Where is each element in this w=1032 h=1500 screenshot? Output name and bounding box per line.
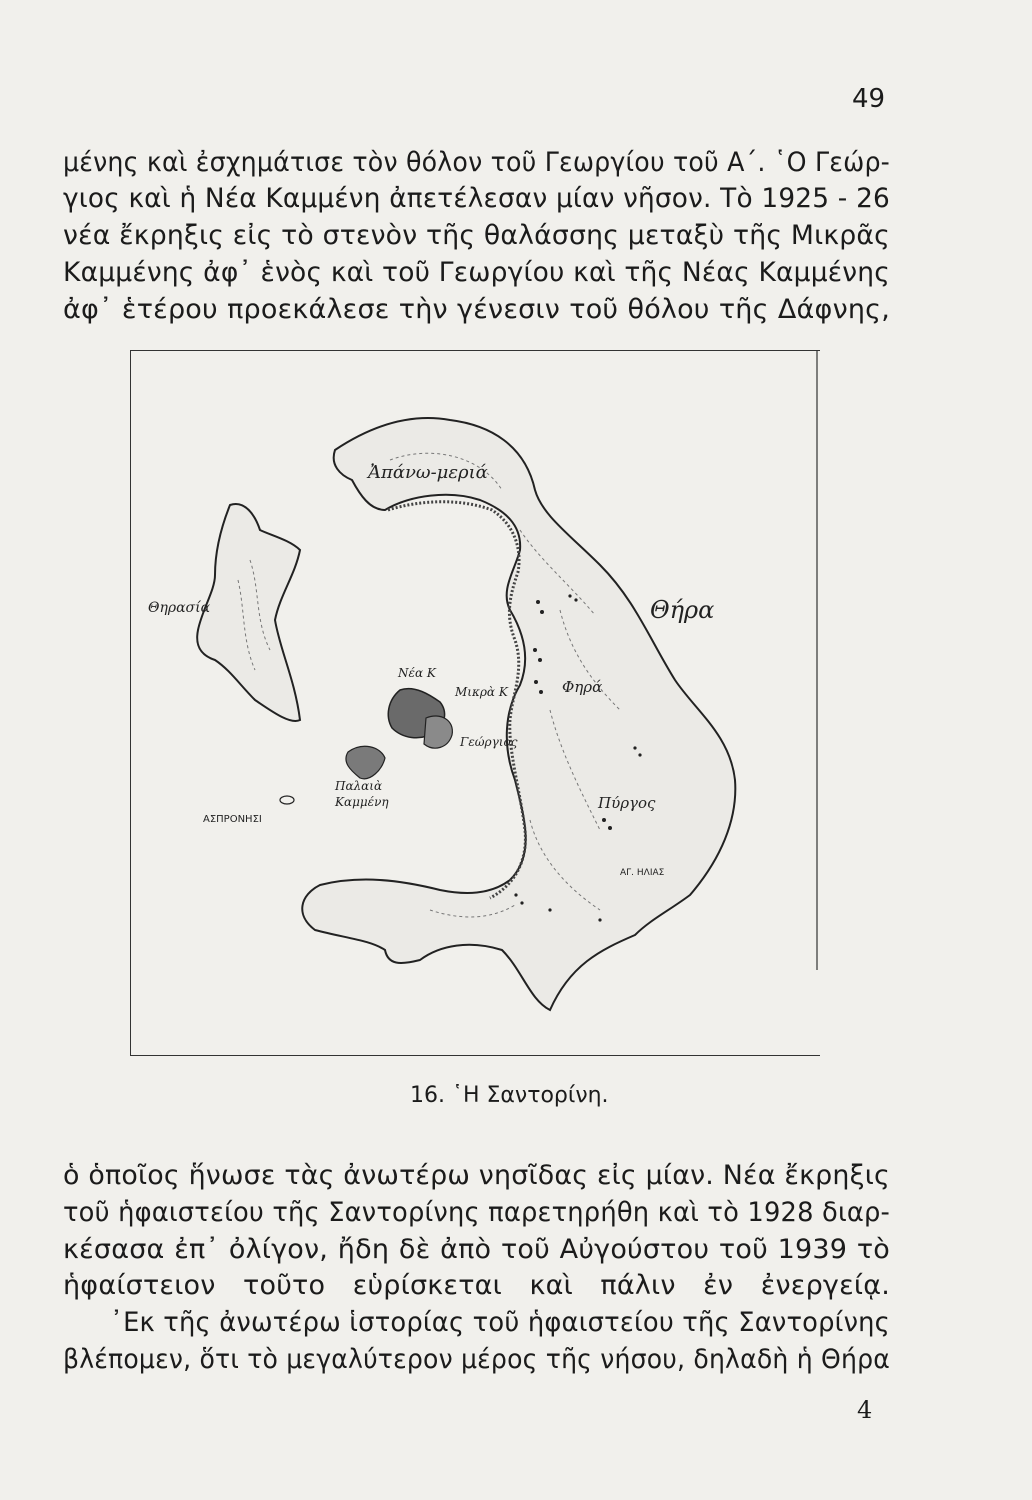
label-therasia: Θηρασία <box>148 600 211 616</box>
text-line: ἀφ᾿ ἑτέρου προεκάλεσε τὴν γένεσιν τοῦ θόλου τῆς Δάφνης, <box>63 294 890 325</box>
label-palaia-kammeni-1: Παλαιὰ <box>335 779 383 793</box>
label-fira: Φηρά <box>562 678 603 696</box>
georgios-island <box>424 716 452 748</box>
page-number: 49 <box>852 84 886 114</box>
figure-caption: 16. ῾Η Σαντορίνη. <box>410 1083 609 1108</box>
label-thira: Θήρα <box>650 596 715 624</box>
text-line: κέσασα ἐπ᾿ ὀλίγον, ἤδη δὲ ἀπὸ τοῦ Αὐγούστου τοῦ 1939 τὸ <box>63 1234 890 1265</box>
label-mikra-kammeni: Μικρὰ Κ <box>455 685 508 699</box>
label-nea-kammeni: Νέα Κ <box>398 666 436 680</box>
text-line: βλέπομεν, ὅτι τὸ μεγαλύτερον μέρος τῆς νήσου, δηλαδὴ ἡ Θήρα <box>63 1344 890 1375</box>
text-line: Καμμένης ἀφ᾿ ἑνὸς καὶ τοῦ Γεωργίου καὶ τῆς Νέας Καμμένης <box>63 257 890 288</box>
aspronisi-islet <box>280 796 294 804</box>
text-line: νέα ἔκρηξις εἰς τὸ στενὸν τῆς θαλάσσης μεταξὺ τῆς Μικρᾶς <box>63 220 890 251</box>
text-line: μένης καὶ ἐσχημάτισε τὸν θόλον τοῦ Γεωργίου τοῦ Α΄. ῾Ο Γεώρ- <box>63 147 890 178</box>
label-georgios: Γεώργιος <box>460 735 518 749</box>
text-line: ᾿Εκ τῆς ἀνωτέρω ἱστορίας τοῦ ἡφαιστείου τῆς Σαντορίνης <box>110 1307 890 1338</box>
santorini-map <box>130 350 820 1056</box>
label-aspronisi: ΑΣΠΡΟΝΗΣΙ <box>203 814 262 825</box>
santorini-map-figure <box>130 350 820 1056</box>
therasia-island <box>197 504 300 721</box>
palaia-kammeni-island <box>346 746 385 778</box>
text-line: τοῦ ἡφαιστείου τῆς Σαντορίνης παρετηρήθη καὶ τὸ 1928 διαρ- <box>63 1197 890 1228</box>
thira-island <box>302 418 735 1010</box>
label-palaia-kammeni-2: Καμμένη <box>335 795 389 809</box>
signature-mark: 4 <box>857 1396 873 1424</box>
label-agios-ilias: ΑΓ. ΗΛΙΑΣ <box>620 868 665 878</box>
label-apano-meria: Ἀπάνω-μεριά <box>368 462 488 483</box>
text-line: ὁ ὁποῖος ἥνωσε τὰς ἀνωτέρω νησῖδας εἰς μίαν. Νέα ἔκρηξις <box>63 1160 890 1191</box>
text-line: γιος καὶ ἡ Νέα Καμμένη ἀπετέλεσαν μίαν νῆσον. Τὸ 1925 - 26 <box>63 183 890 214</box>
label-pyrgos: Πύργος <box>598 794 656 812</box>
text-line: ἡφαίστειον τοῦτο εὑρίσκεται καὶ πάλιν ἐν ἐνεργείᾳ. <box>63 1270 890 1301</box>
